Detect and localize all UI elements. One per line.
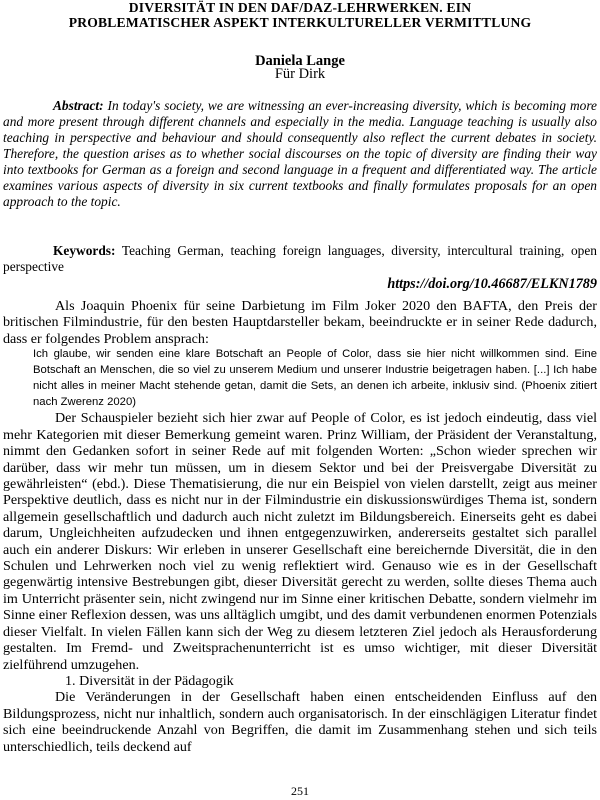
block-quote: Ich glaube, wir senden eine klare Botschaft an People of Color, dass sie hier nicht willkommen sind. Eine Botschaft an Menschen, die so viel zu unserem Medium und unserer Industrie beigetragen haben. [...] Ich habe nicht alles in meiner Macht stehende getan, damit die Sets, an denen ich arbeite, inklusiv sind. (Phoenix zitiert nach Zwerenz 2020) [33, 348, 597, 408]
body-paragraph-2: Der Schauspieler bezieht sich hier zwar auf People of Color, es ist jedoch eindeutig, dass viel mehr Kategorien mit dieser Bemerkung gemeint waren. Prinz William, der Präsident der Veranstaltung, nimmt den Gedanken sofort in seiner Rede auf mit folgenden Worten: „Schon wieder sprechen wir darüber, dass wir mehr tun müssen, um in diesem Sektor und bei der Preisvergabe Diversität zu gewährleisten“ (ebd.). Diese Thematisierung, die nur ein Beispiel von vielen darstellt, zeigt aus meiner Perspektive deutlich, dass es nicht nur in der Filmindustrie ein diskussionswürdiges Thema ist, sondern allgemein gesellschaftlich und dadurch auch nicht zuletzt im Bildungsbereich. Einerseits geht es dabei darum, Ungleichheiten aufzudecken und ihnen entgegenzuwirken, andererseits gestaltet sich parallel auch ein anderer Diskurs: Wir erleben in unserer Gesellschaft eine bereichernde Diversität, die in den Schulen und Lehrwerken noch viel zu wenig reflektiert wird. Genauso wie es in der Gesellschaft gegenwärtig intensive Bestrebungen gibt, dieser Diversität gerecht zu werden, sollte dieses Thema auch im Unterricht präsenter sein, nicht zwingend nur im Sinne einer kritischen Debatte, sondern vielmehr im Sinne einer Reflexion dessen, was uns alltäglich umgibt, und des damit verbundenen enormen Potenzials dieser Vielfalt. In vielen Fällen kann sich der Weg zu diesem letzteren Ziel jedoch als Herausforderung gestalten. Im Fremd- und Zweitsprachenunterricht ist es umso wichtiger, mit dieser Diversität zielführend umzugehen. [3, 410, 597, 673]
body-paragraph-3: Die Veränderungen in der Gesellschaft haben einen entscheidenden Einfluss auf den Bildungsprozess, nicht nur inhaltlich, sondern auch organisatorisch. In der einschlägigen Literatur findet sich eine beeindruckende Anzahl von Begriffen, die damit im Zusammenhang stehen und sich teils unterschiedlich, teils deckend auf [3, 689, 597, 755]
abstract [3, 98, 597, 210]
doi-link[interactable]: https://doi.org/10.46687/ELKN1789 [387, 276, 597, 292]
dedication: Für Dirk [274, 66, 326, 82]
page-number: 251 [291, 784, 309, 798]
article-body [3, 298, 597, 755]
section-heading: 1. Diversität in der Pädagogik [65, 672, 234, 689]
abstract-text: In today's society, we are witnessing an ever-increasing diversity, which is becoming more and more present through different channels and especially in the media. Language teaching is usually also teaching in perspective and behaviour and should consequently also reflect the current debates in society. Therefore, the question arises as to whether social discourses on the topic of diversity are finding their way into textbooks for German as a foreign and second language in a frequent and differentiated way. The article examines various aspects of diversity in six current textbooks and finally formulates proposals for an open approach to the topic. [3, 98, 597, 209]
abstract-label: Abstract: [53, 98, 104, 113]
article-title [20, 0, 580, 30]
title-line-2: PROBLEMATISCHER ASPEKT INTERKULTURELLER VERMITTLUNG [68, 15, 532, 30]
author-name: Daniela Lange [255, 53, 345, 69]
body-paragraph-1: Als Joaquin Phoenix für seine Darbietung im Film Joker 2020 den BAFTA, den Preis der britischen Filmindustrie, für den besten Hauptdarsteller bekam, beeindruckte er in seiner Rede dadurch, dass er folgendes Problem ansprach: [3, 298, 597, 347]
keywords-label: Keywords: [53, 243, 116, 258]
title-line-1: DIVERSITÄT IN DEN DAF/DAZ-LEHRWERKEN. EIN [128, 0, 472, 15]
keywords-text: Teaching German, teaching foreign languages, diversity, intercultural training, open perspective [3, 243, 597, 274]
keywords [3, 243, 597, 275]
